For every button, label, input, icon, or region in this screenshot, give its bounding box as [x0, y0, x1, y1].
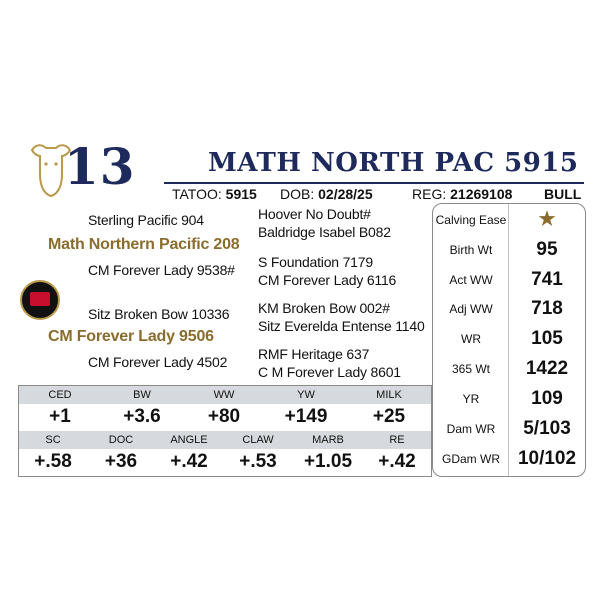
- stat-value: 1422: [525, 358, 569, 379]
- stat-row-calving-ease: [433, 206, 585, 234]
- stat-label: 365 Wt: [451, 362, 490, 376]
- sire: Math Northern Pacific 208: [48, 236, 240, 253]
- epd-label: MILK: [376, 389, 402, 401]
- epd-label: CED: [48, 389, 72, 401]
- animal-name: MATH NORTH PAC 5915: [208, 148, 579, 178]
- epd-value: +.42: [170, 451, 208, 472]
- stat-value: 95: [536, 239, 558, 260]
- stat-label: GDam WR: [442, 452, 500, 466]
- ss-dam: Baldridge Isabel B082: [258, 224, 391, 240]
- epd-table: [18, 385, 432, 477]
- epd-value: +.42: [378, 451, 416, 472]
- stat-row-adj-ww: [433, 295, 585, 323]
- ds-dam: Sitz Everelda Entense 1140: [258, 318, 425, 334]
- sd-sire: S Foundation 7179: [258, 254, 373, 270]
- stat-label: Adj WW: [449, 302, 493, 316]
- stat-label: Dam WR: [446, 422, 496, 436]
- epd-label: BW: [133, 389, 151, 401]
- stat-value: 105: [531, 328, 563, 349]
- stat-value: 10/102: [517, 448, 577, 469]
- stat-row-yr: [433, 385, 585, 413]
- epd-value: +1: [49, 406, 71, 427]
- epd-value: +.58: [34, 451, 72, 472]
- sex: BULL: [544, 186, 582, 202]
- stat-row-365-wt: [433, 355, 585, 383]
- epd-label: ANGLE: [170, 434, 208, 446]
- reg-value: 21269108: [450, 186, 513, 202]
- dd-dam: C M Forever Lady 8601: [258, 364, 401, 380]
- lot-number: 13: [64, 137, 136, 196]
- stat-row-dam-wr: [433, 415, 585, 443]
- epd-value: +25: [372, 406, 406, 427]
- epd-value: +.53: [239, 451, 277, 472]
- ds-sire: KM Broken Bow 002#: [258, 300, 390, 316]
- epd-label: DOC: [108, 434, 134, 446]
- epd-value: +3.6: [123, 406, 161, 427]
- stat-value: 109: [531, 388, 563, 409]
- dob-label: DOB:: [280, 186, 315, 202]
- reg-line: [412, 186, 512, 202]
- epd-value: +149: [284, 406, 328, 427]
- tattoo-label: TATOO:: [172, 186, 222, 202]
- stat-label: Birth Wt: [449, 243, 493, 257]
- stat-row-wr: [433, 325, 585, 353]
- certified-angus-logo-icon: [20, 280, 60, 320]
- stat-row-birth-wt: [433, 236, 585, 264]
- reg-label: REG:: [412, 186, 447, 202]
- stat-label: YR: [462, 392, 480, 406]
- logo-badge: [30, 292, 50, 306]
- epd-value: +36: [104, 451, 138, 472]
- ss-sire: Hoover No Doubt#: [258, 206, 371, 222]
- epd-label: SC: [45, 434, 61, 446]
- sire-dam: CM Forever Lady 9538#: [88, 262, 235, 278]
- dam-dam: CM Forever Lady 4502: [88, 354, 228, 370]
- dob-line: [280, 186, 373, 202]
- sire-sire: Sterling Pacific 904: [88, 212, 204, 228]
- stat-label: Act WW: [449, 273, 493, 287]
- epd-label: YW: [297, 389, 315, 401]
- stat-value: 718: [531, 298, 563, 319]
- dam-sire: Sitz Broken Bow 10336: [88, 306, 230, 322]
- stat-row-act-ww: [433, 266, 585, 294]
- performance-stats-box: [432, 203, 586, 477]
- tattoo-value: 5915: [225, 186, 257, 202]
- stat-value: 741: [531, 269, 563, 290]
- tattoo-line: [172, 186, 257, 202]
- stat-label: WR: [461, 332, 481, 346]
- epd-label: MARB: [312, 434, 344, 446]
- stat-label: Calving Ease: [435, 213, 507, 227]
- epd-label: WW: [213, 389, 235, 401]
- dam: CM Forever Lady 9506: [48, 328, 214, 345]
- epd-label: RE: [389, 434, 405, 446]
- sd-dam: CM Forever Lady 6116: [258, 272, 397, 288]
- star-icon: ★: [538, 209, 556, 230]
- dd-sire: RMF Heritage 637: [258, 346, 370, 362]
- epd-value: +80: [207, 406, 241, 427]
- epd-label: CLAW: [242, 434, 274, 446]
- stat-row-gdam-wr: [433, 445, 585, 473]
- stat-value: 5/103: [523, 418, 571, 439]
- dob-value: 02/28/25: [318, 186, 373, 202]
- title-rule: [164, 182, 584, 184]
- epd-value: +1.05: [303, 451, 353, 472]
